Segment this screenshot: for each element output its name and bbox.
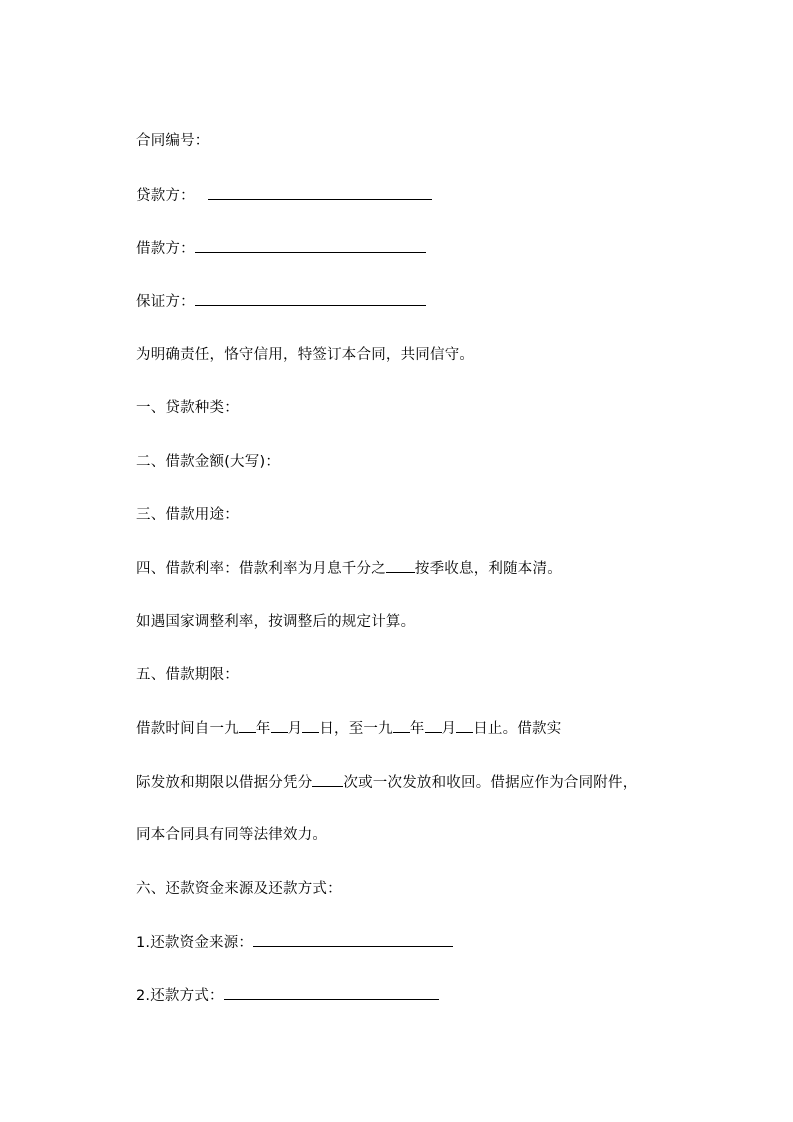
month-label: 月 [287,721,303,737]
disbursement-text-a: 际发放和期限以借据分凭分 [136,775,313,791]
period-end-text: 日止。借款实 [473,721,562,737]
borrower-label: 借款方： [136,241,195,257]
preamble-text: 为明确责任，恪守信用，特签订本合同，共同信守。 [136,347,475,363]
start-month-blank[interactable] [271,718,288,733]
section-5-line [136,665,239,685]
period-start-text: 借款时间自一九 [136,721,239,737]
section-4-text-a: 四、借款利率：借款利率为月息千分之 [136,561,386,577]
loan-period-line [136,718,561,739]
section-2-line [136,452,280,472]
repayment-source-label: 1.还款资金来源： [136,935,254,951]
day-to-label: 日，至一九 [319,721,393,737]
borrower-line [136,238,426,259]
section-4-note-line [136,612,415,632]
end-month-blank[interactable] [425,718,442,733]
start-day-blank[interactable] [302,718,319,733]
repayment-method-line [136,985,439,1006]
year-label: 年 [255,721,271,737]
end-day-blank[interactable] [456,718,473,733]
preamble-line [136,345,474,365]
section-3-title: 三、借款用途： [136,507,239,523]
section-2-title: 二、借款金额(大写)： [136,454,281,470]
section-6-line [136,879,342,899]
contract-number-line [136,131,210,151]
guarantor-line [136,291,426,312]
section-4-note: 如遇国家调整利率，按调整后的规定计算。 [136,614,416,630]
disbursement-line [136,772,637,793]
guarantor-blank[interactable] [195,291,426,306]
repayment-method-blank[interactable] [224,985,439,1000]
repayment-source-blank[interactable] [253,932,453,947]
borrower-blank[interactable] [195,238,426,253]
year-label-2: 年 [409,721,425,737]
lender-blank[interactable] [208,185,432,200]
section-6-title: 六、还款资金来源及还款方式： [136,881,342,897]
section-1-title: 一、贷款种类： [136,400,239,416]
installments-blank[interactable] [312,772,343,787]
repayment-source-line [136,932,453,953]
legal-effect-line [136,825,327,845]
section-5-title: 五、借款期限： [136,667,239,683]
contract-number-label: 合同编号： [136,133,210,149]
legal-effect-text: 同本合同具有同等法律效力。 [136,827,328,843]
end-year-blank[interactable] [393,718,410,733]
interest-rate-blank[interactable] [386,558,415,573]
month-label-2: 月 [441,721,457,737]
section-4-line [136,558,562,579]
lender-label: 贷款方： [136,188,195,204]
section-4-text-b: 按季收息，利随本清。 [414,561,562,577]
repayment-method-label: 2.还款方式： [136,988,224,1004]
section-1-line [136,398,239,418]
disbursement-text-b: 次或一次发放和收回。借据应作为合同附件， [343,775,638,791]
guarantor-label: 保证方： [136,294,195,310]
section-3-line [136,505,239,525]
lender-line [136,185,432,206]
start-year-blank[interactable] [239,718,256,733]
